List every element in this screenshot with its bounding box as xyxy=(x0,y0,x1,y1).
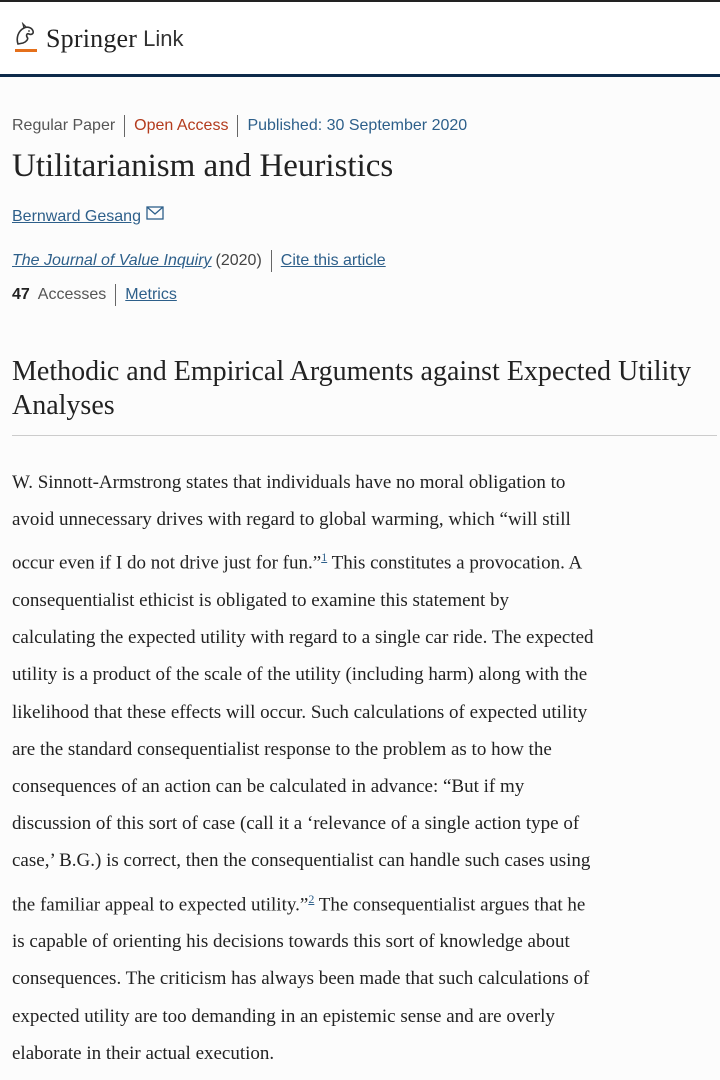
body-line: are the standard consequentialist response to the problem as to how the xyxy=(12,738,552,760)
body-line: utility is a product of the scale of the utility (including harm) along with the xyxy=(12,664,588,686)
logo-link-word: Link xyxy=(143,26,184,51)
logo-wordmark: Springer xyxy=(46,24,138,53)
published-date: Published: 30 September 2020 xyxy=(247,117,468,134)
publication-year: (2020) xyxy=(215,252,262,269)
article-content xyxy=(12,112,712,1072)
body-line: expected utility are too demanding in an epistemic sense and are overly xyxy=(12,1005,555,1027)
journal-info xyxy=(12,248,712,274)
email-icon[interactable] xyxy=(146,206,164,220)
accesses-count: 47 xyxy=(12,286,30,303)
body-line-text: the familiar appeal to expected utility.” xyxy=(12,893,309,915)
section-body xyxy=(12,464,714,1072)
body-line xyxy=(12,538,714,582)
author-link[interactable]: Bernward Gesang xyxy=(12,208,141,225)
journal-link[interactable]: The Journal of Value Inquiry xyxy=(12,252,212,269)
body-line: consequences of an action can be calculated in advance: “But if my xyxy=(12,775,525,797)
body-line: consequentialist ethicist is obligated to examine this statement by xyxy=(12,589,510,611)
article-metrics xyxy=(12,282,712,308)
footnote-link[interactable]: 1 xyxy=(321,550,328,565)
springer-link-logo[interactable] xyxy=(12,20,184,58)
metrics-link[interactable]: Metrics xyxy=(125,286,177,303)
section-heading: Methodic and Empirical Arguments against Expected Utility Analyses xyxy=(12,356,692,421)
divider xyxy=(115,284,116,306)
section-divider xyxy=(12,435,717,436)
footnote-link[interactable]: 2 xyxy=(308,891,315,906)
article-meta xyxy=(12,112,712,140)
open-access-badge: Open Access xyxy=(134,117,229,134)
body-line: W. Sinnott-Armstrong states that individuals have no moral obligation to xyxy=(12,472,566,493)
body-line: is capable of orienting his decisions towards this sort of knowledge about xyxy=(12,931,570,953)
body-line: consequences. The criticism has always been made that such calculations of xyxy=(12,968,590,990)
divider xyxy=(124,115,125,137)
divider xyxy=(271,250,272,272)
body-line: discussion of this sort of case (call it a ‘relevance of a single action type of xyxy=(12,813,580,835)
body-line: case,’ B.G.) is correct, then the consequentialist can handle such cases using xyxy=(12,850,591,872)
body-line xyxy=(12,880,714,924)
article-title: Utilitarianism and Heuristics xyxy=(12,148,394,184)
body-line-text: occur even if I do not drive just for fun.” xyxy=(12,552,322,574)
body-line: calculating the expected utility with regard to a single car ride. The expected xyxy=(12,627,594,649)
springer-horse-icon xyxy=(12,22,40,56)
divider xyxy=(237,115,238,137)
body-line-text: This constitutes a provocation. A xyxy=(327,552,583,574)
header-rule xyxy=(0,74,720,77)
site-header xyxy=(0,0,720,75)
body-line: elaborate in their actual execution. xyxy=(12,1042,275,1064)
author-list xyxy=(12,204,712,230)
body-line-text: The consequentialist argues that he xyxy=(314,893,586,915)
cite-article-link[interactable]: Cite this article xyxy=(280,252,386,269)
body-line: likelihood that these effects will occur. Such calculations of expected utility xyxy=(12,701,588,723)
accesses-label: Accesses xyxy=(37,286,107,303)
body-line: avoid unnecessary drives with regard to global warming, which “will still xyxy=(12,509,571,531)
article-type: Regular Paper xyxy=(12,117,116,134)
